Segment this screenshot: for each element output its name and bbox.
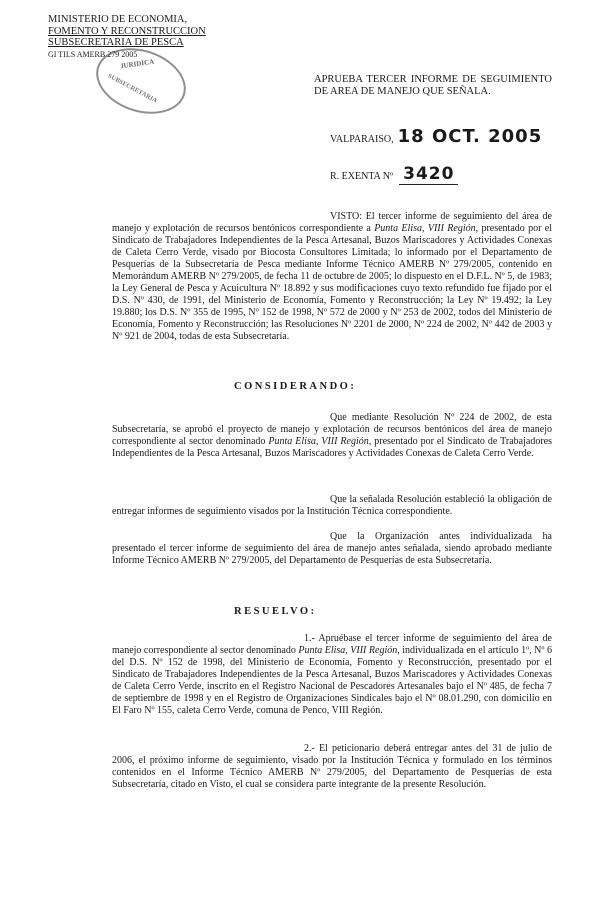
visto-location: Punta Elisa, VIII Región	[374, 223, 476, 234]
considerando-paragraph-1: Que mediante Resolución Nº 224 de 2002, de esta Subsecretaría, se aprobó el proyecto de manejo y explotación de recursos bentónicos del área de manejo correspondiente al sector denominado Punta Elisa, VIII Región, presentado por el Sindicato de Trabajadores Independientes de la Pesca Artesanal, Buzos Mariscadores y Actividades Conexas de Caleta Cerro Verde.	[112, 412, 552, 459]
considerando-heading: CONSIDERANDO:	[234, 381, 357, 392]
header-line-3: SUBSECRETARIA DE PESCA	[48, 37, 184, 48]
header-line-2: FOMENTO Y RECONSTRUCCION	[48, 25, 206, 37]
header-line-1: MINISTERIO DE ECONOMIA,	[48, 14, 188, 25]
resolution-number-line	[330, 164, 458, 185]
resolution-subject: APRUEBA TERCER INFORME DE SEGUIMIENTO DE AREA DE MANEJO QUE SEÑALA.	[314, 74, 552, 97]
visto-paragraph: VISTO: El tercer informe de seguimiento del área de manejo y explotación de recursos bentónicos correspondiente a Punta Elisa, VIII Región, presentado por el Sindicato de Trabajadores Independientes de la Pesca Artesanal, Buzos Mariscadores y Actividades Conexas de Caleta Cerro Verde, visado por Biocosta Consultores Limitada; lo informado por el Departamento de Pesquerías de la Subsecretaría de Pesca mediante Informe Técnico AMERB Nº 279/2005, contenido en Memorándum AMERB Nº 279/2005, de fecha 11 de octubre de 2005; lo dispuesto en el D.F.L. Nº 5, de 1983; la Ley General de Pesca y Acuicultura Nº 18.892 y sus modificaciones cuyo texto refundido fue fijado por el D.S. Nº 430, de 1991, del Ministerio de Economía, Fomento y Reconstrucción; la Ley Nº 19.492; la Ley 19.880; los D.S. Nº 355 de 1995, Nº 152 de 1998, Nº 572 de 2000 y Nº 253 de 2002, todos del Ministerio de Economía, Fomento y Reconstrucción; las Resoluciones Nº 2201 de 2000, Nº 224 de 2002, Nº 442 de 2003 y Nº 921 de 2004, todas de esta Subsecretaría.	[112, 211, 552, 342]
considerando-paragraph-3: Que la Organización antes individualizada ha presentado el tercer informe de seguimiento del área de manejo antes señalada, siendo aprobado mediante Informe Técnico AMERB Nº 279/2005, del Departamento de Pesquerías de esta Subsecretaría.	[112, 531, 552, 566]
date-value: 18 OCT. 2005	[397, 126, 543, 147]
resuelvo-heading: RESUELVO:	[234, 606, 317, 617]
stamp-label-secondary: SUBSECRETARIA	[106, 72, 159, 105]
resolution-label: R. EXENTA Nº	[330, 171, 394, 182]
date-line	[330, 126, 542, 147]
resolution-number: 3420	[399, 164, 458, 185]
header-line-4: GI TILS AMERB 279 2005	[48, 49, 138, 59]
resuelvo-article-1: 1.- Apruébase el tercer informe de seguimiento del área de manejo correspondiente al sector denominado Punta Elisa, VIII Región, individualizada en el artículo 1º, Nº 6 del D.S. Nº 152 de 1998, del Ministerio de Economía, Fomento y Reconstrucción, presentado por el Sindicato de Trabajadores Independientes de la Pesca Artesanal, Buzos Mariscadores y Actividades Conexas de Caleta Cerro Verde, inscrito en el Registro Nacional de Pescadores Artesanales bajo el Nº 485, de fecha 7 de septiembre de 1998 y en el Registro de Organizaciones Sindicales bajo el Nº 08.01.290, con domicilio en El Faro Nº 155, caleta Cerro Verde, comuna de Penco, VIII Región.	[112, 633, 552, 716]
date-label: VALPARAISO,	[330, 134, 394, 145]
considerando-paragraph-2: Que la señalada Resolución estableció la obligación de entregar informes de seguimiento visados por la Institución Técnica correspondiente.	[112, 494, 552, 517]
visto-lead: VISTO:	[330, 211, 363, 222]
stamp-label: JURIDICA	[119, 57, 155, 71]
resuelvo-article-2: 2.- El peticionario deberá entregar antes del 31 de julio de 2006, el próximo informe de seguimiento, visado por la Institución Técnica y formulado en los términos contenidos en el Informe Técnico AMERB Nº 279/2005, del Departamento de Pesquerías de esta Subsecretaría, citado en Visto, el cual se considera parte integrante de la presente Resolución.	[112, 743, 552, 790]
